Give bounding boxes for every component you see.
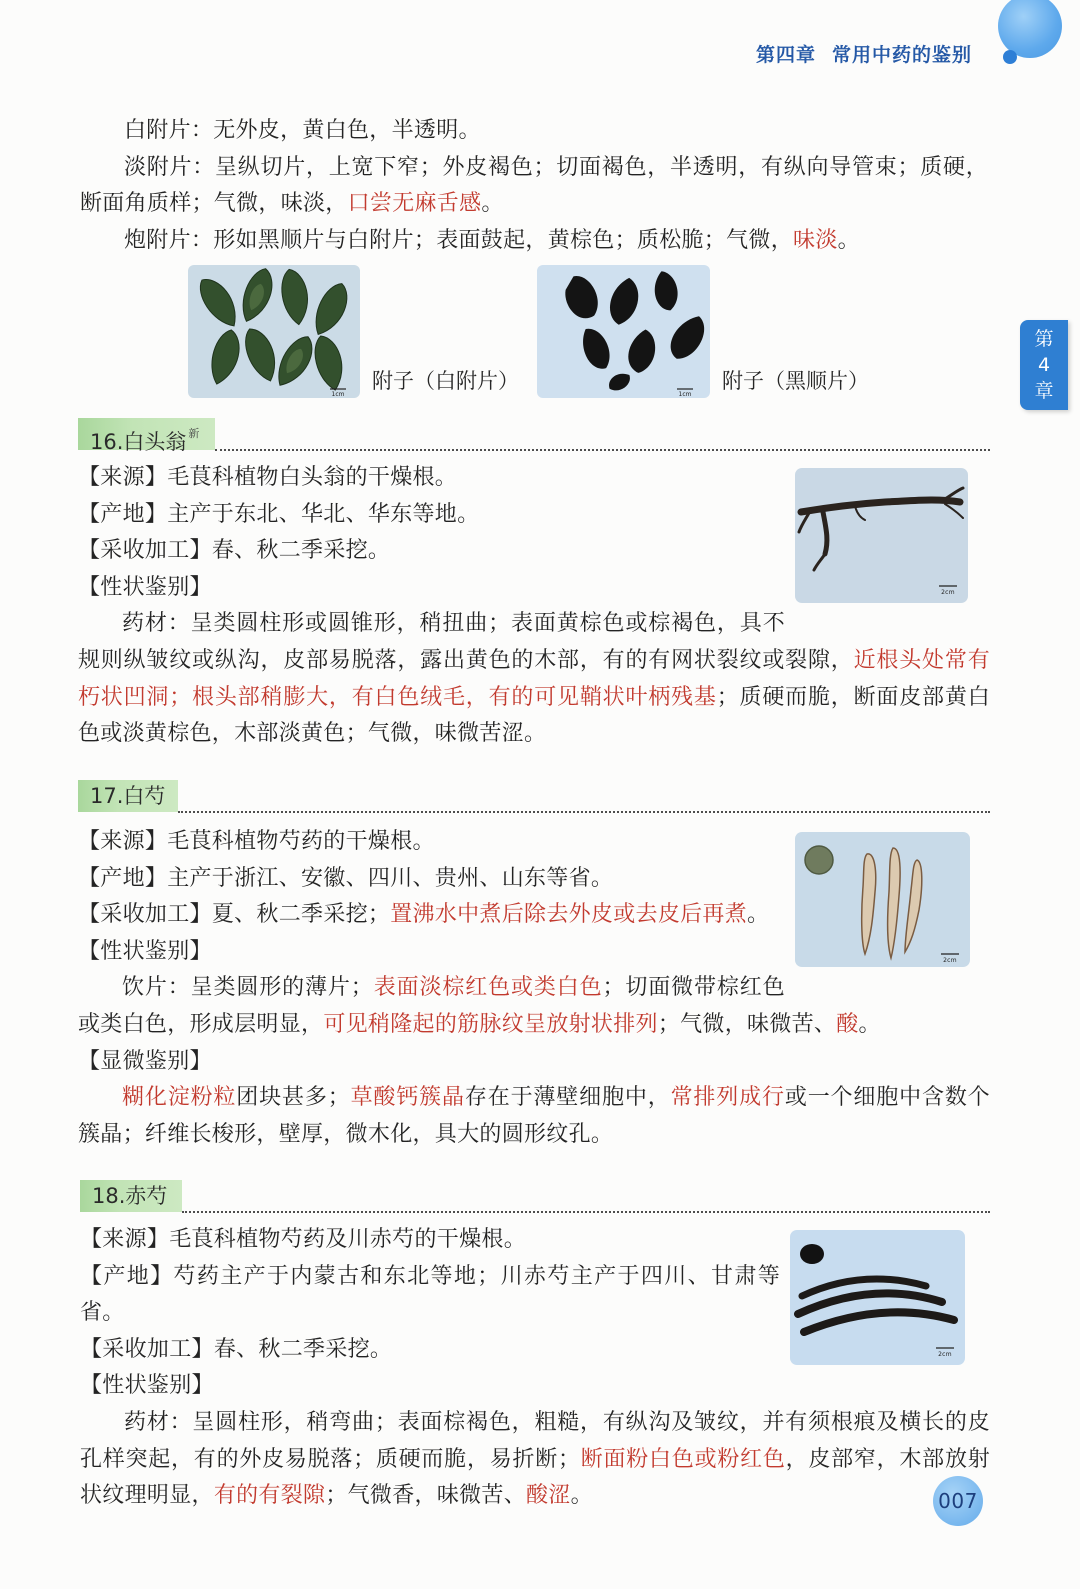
highlighted-text: 酸涩 (526, 1483, 571, 1509)
highlighted-text: 有的有裂隙 (213, 1483, 326, 1509)
origin-text: 芍药主产于内蒙古和东北等地；川赤芍主产于四川、甘肃等省。 (80, 1263, 780, 1326)
paragraph-text: ；质硬而脆，断面皮部黄白色或淡黄棕色，木部淡黄色；气微，味微苦涩。 (78, 684, 990, 747)
coin-icon (805, 846, 833, 874)
dotted-rule (182, 1211, 990, 1213)
white-peony-root-photo (785, 824, 990, 1000)
red-peony-root-photo (780, 1222, 990, 1398)
character-label: 【性状鉴别】 (78, 574, 212, 600)
origin-label: 【产地】 (78, 501, 168, 527)
paragraph-text: 。 (570, 1483, 593, 1509)
origin-text: 主产于东北、华北、华东等地。 (167, 501, 480, 527)
highlighted-text: 味淡 (793, 227, 838, 253)
scale-label: 2cm (938, 1351, 952, 1358)
side-tab-number: 4 (1037, 354, 1051, 376)
running-header (756, 41, 972, 69)
highlighted-text: 断面粉白色或粉红色 (580, 1446, 786, 1472)
highlighted-text: 酸 (836, 1011, 859, 1037)
figure-caption: 附子（白附片） (372, 369, 519, 393)
paragraph-text: 。 (858, 1011, 881, 1037)
paragraph-text: 淡附片：呈纵切片，上宽下窄；外皮褐色；切面褐色，半透明，有纵向导管束；质硬，断面角质样；气微，味淡， (80, 154, 988, 217)
section-body (78, 824, 990, 1153)
white-aconite-slices-photo (188, 265, 360, 398)
section-title-label (78, 418, 215, 454)
paragraph-text: 药材：呈圆柱形，稍弯曲；表面棕褐色，粗糙，有纵沟及皱纹，并有须根痕及横长的皮孔样突起，有的外皮易脱落；质硬而脆，易折断； (80, 1409, 990, 1472)
processing-label: 【采收加工】 (80, 1336, 214, 1362)
highlighted-text: 置沸水中煮后除去外皮或去皮后再煮 (390, 902, 748, 928)
figure-caption: 附子（黑顺片） (722, 369, 869, 393)
character-label: 【性状鉴别】 (78, 938, 212, 964)
micro-label: 【显微鉴别】 (78, 1048, 212, 1074)
character-label: 【性状鉴别】 (80, 1373, 214, 1399)
side-tab-text: 章 (1034, 380, 1054, 402)
scale-label: 2cm (941, 589, 955, 596)
paragraph-text: ；切面微带棕红色或类白色，形成层明显， (78, 975, 785, 1037)
paragraph-text: 药材：呈类圆柱形或圆锥形，稍扭曲；表面黄棕色或棕褐色，具不规则纵皱纹或纵沟，皮部易脱落，露出黄色的木部，有的有网状裂纹或裂隙， (78, 611, 854, 673)
scale-label: 1cm (331, 391, 345, 398)
processing-text: 。 (747, 902, 770, 928)
paragraph-text: ；气微香，味微苦、 (325, 1483, 527, 1509)
origin-label: 【产地】 (78, 865, 168, 891)
section-body (78, 460, 990, 753)
highlighted-text: 近根头处常有朽状凹洞；根头部稍膨大，有白色绒毛，有的可见鞘状叶柄残基 (78, 647, 990, 710)
paragraph-text: 。 (837, 227, 860, 253)
highlighted-text: 糊化淀粉粒 (122, 1085, 237, 1111)
page-number: 007 (933, 1476, 983, 1526)
paragraph-text: 。 (481, 191, 504, 217)
bai-fu-pian-paragraph (80, 113, 988, 150)
highlighted-text: 可见稍隆起的筋脉纹呈放射状排列 (323, 1011, 658, 1037)
source-text: 毛茛科植物芍药及川赤芍的干燥根。 (169, 1227, 527, 1252)
processing-label: 【采收加工】 (78, 902, 212, 928)
section-title: 17.白芍 (90, 784, 166, 808)
black-aconite-slices-photo (537, 265, 710, 398)
source-label: 【来源】 (78, 465, 168, 490)
section-title-label (78, 780, 178, 812)
scale-label: 1cm (678, 391, 692, 398)
side-tab-text: 第 (1034, 328, 1054, 350)
highlighted-text: 常排列成行 (670, 1085, 785, 1111)
new-mark: 新 (188, 427, 200, 440)
source-text: 毛茛科植物芍药的干燥根。 (167, 829, 435, 854)
processing-text: 春、秋二季采挖。 (213, 1336, 393, 1362)
section-body (80, 1222, 990, 1515)
paragraph-text: 团块甚多； (236, 1085, 351, 1111)
source-label: 【来源】 (78, 829, 168, 854)
paragraph-text: ；气微，味微苦、 (657, 1011, 837, 1037)
dotted-rule (215, 449, 990, 451)
origin-label: 【产地】 (80, 1263, 174, 1289)
origin-text: 主产于浙江、安徽、四川、贵州、山东等省。 (167, 865, 614, 891)
chapter-side-tab (1020, 320, 1068, 410)
chapter-number: 第四章 (756, 44, 817, 66)
section-title-label (80, 1180, 182, 1212)
highlighted-text: 草酸钙簇晶 (350, 1085, 465, 1111)
pao-fu-pian-paragraph (80, 223, 988, 260)
source-label: 【来源】 (80, 1227, 170, 1252)
micro-description (78, 1080, 990, 1153)
section-title: 16.白头翁 (90, 430, 187, 454)
character-description (80, 1405, 990, 1515)
processing-text: 夏、秋二季采挖； (211, 902, 391, 928)
highlighted-text: 表面淡棕红色或类白色 (373, 975, 603, 1001)
coin-icon (800, 1244, 824, 1264)
paragraph-text: 或一个细胞中含数个簇晶；纤维长梭形，壁厚，微木化，具大的圆形纹孔。 (78, 1085, 990, 1147)
scale-label: 2cm (943, 957, 957, 964)
paragraph-text: 饮片：呈类圆形的薄片； (122, 975, 374, 1001)
paragraph-text: 炮附片：形如黑顺片与白附片；表面鼓起，黄棕色；质松脆；气微， (124, 227, 794, 253)
chapter-title: 常用中药的鉴别 (832, 44, 973, 66)
section-title: 18.赤芍 (92, 1184, 168, 1208)
dotted-rule (178, 811, 990, 813)
paragraph-text: 白附片：无外皮，黄白色，半透明。 (124, 118, 481, 143)
dan-fu-pian-paragraph (80, 150, 988, 223)
paragraph-text: ，皮部窄，木部放射状纹理明显， (80, 1446, 990, 1509)
processing-label: 【采收加工】 (78, 538, 212, 564)
processing-text: 春、秋二季采挖。 (211, 538, 391, 564)
highlighted-text: 口尝无麻舌感 (347, 191, 482, 217)
paragraph-text: 存在于薄壁细胞中， (464, 1085, 671, 1111)
aconite-slices-description (80, 113, 988, 259)
source-text: 毛茛科植物白头翁的干燥根。 (167, 465, 458, 490)
pulsatilla-root-photo (785, 460, 990, 636)
decorative-dot (1003, 50, 1017, 64)
